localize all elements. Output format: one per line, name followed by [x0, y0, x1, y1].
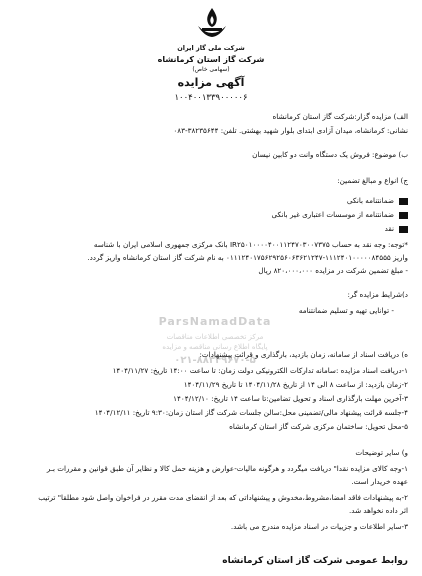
- notice-code: ۱۰۰۴۰۰۱۳۳۹۰۰۰۰۰۶: [174, 93, 248, 103]
- bidder-conditions-heading: د)شرایط مزایده گر:: [347, 290, 408, 299]
- watermark-line2: مرکز تخصصی اطلاعات مناقصات: [166, 333, 264, 341]
- cash-deposit-id-note: واریز ۱۱۱۲۴۰۱۰۰۰۰۰۸۴۵۵۵-۰۱۱۱۲۴۰۱۷۵۶۲۹۲۵۶۰۶۳۶۲۱۲۴۷ به نام شرکت گاز استان کرمانشاه واریز گردد.: [87, 253, 408, 262]
- address-line: نشانی: کرمانشاه، میدان آزادی ابتدای بلوار شهید بهشتی. تلفن: ۳۸۲۳۵۶۴۴-۰۸۳: [173, 126, 408, 135]
- note-2-line-b: اثر داده نخواهد شد.: [349, 506, 408, 515]
- schedule-item-3: ۳-آخرین مهلت بارگذاری اسناد و تحویل تضامین:تا ساعت ۱۴ تاریخ: ۱۴۰۴/۱۲/۱۰: [173, 394, 408, 403]
- watermark-brand: ParsNamadData: [158, 315, 272, 328]
- org-name-line2: شرکت گاز استان کرمانشاه: [157, 55, 265, 64]
- other-notes-heading: و) سایر توضیحات: [355, 448, 408, 457]
- guarantee-amount-note: - مبلغ تضمین شرکت در مزایده ۸۲۰،۰۰۰،۰۰۰ ریال: [258, 266, 408, 275]
- cash-account-note: *توجه: وجه نقد به حساب IR۲۵۰۱۰۰۰۰۴۰۰۱۱۲۴۷۰۳۰۰۷۳۷۵ بانک مرکزی جمهوری اسلامی ایران با شناسه: [93, 240, 408, 249]
- checkbox-filled-icon: [399, 198, 408, 205]
- watermark-phone: ۰۲۱-۸۸۳۴۹۶۷۰-۵: [174, 355, 256, 366]
- org-name-line3: (سهامی خاص): [192, 66, 230, 73]
- bidder-condition-item: - توانایی تهیه و تسلیم ضمانتنامه: [298, 306, 394, 315]
- schedule-item-4: ۴-جلسه قرائت پیشنهاد مالی/تضمینی محل:سالن جلسات شرکت گاز استان زمان:۹:۳۰ تاریخ: ۱۴۰۴/۱۲/۱۱: [94, 408, 408, 417]
- guarantee-heading: ج) انواع و مبالغ تضمین:: [337, 176, 408, 185]
- organizer-line: الف) مزایده گزار:شرکت گاز استان کرمانشاه: [272, 112, 408, 121]
- schedule-item-1: ۱-دریافت اسناد مزایده :سامانه تدارکات الکترونیکی دولت زمان: تا ساعت ۱۴:۰۰ تاریخ: ۱۴۰۴/۱۱/۲۷: [112, 366, 408, 375]
- notice-title: آگهی مزایده: [177, 76, 245, 89]
- subject-line: ب) موضوع: فروش یک دستگاه وانت دو کابین نیسان: [252, 150, 408, 159]
- guarantee-option-bank: ضمانتنامه بانکی: [108, 196, 408, 206]
- gas-company-logo-icon: [190, 6, 234, 42]
- checkbox-filled-icon: [399, 226, 408, 233]
- org-name-line1: شرکت ملی گاز ایران: [177, 44, 245, 52]
- public-relations-signature: روابط عمومی شرکت گاز استان کرمانشاه: [222, 556, 408, 566]
- note-1-line-a: ۱-وجه کالای مزایده نقدا" دریافت میگردد و هرگونه مالیات-عوارض و هزینه حمل کالا و نظایر آن طبق قوانین و مقررات بـر: [46, 464, 408, 473]
- note-3: ۳-سایر اطلاعات و جزییات در اسناد مزایده مندرج می باشد.: [230, 522, 408, 531]
- guarantee-option-cash: نقد: [108, 224, 408, 234]
- watermark-line3: پایگاه اطلاع رسانی مناقصه و مزایده: [162, 343, 268, 351]
- guarantee-option-credit-institution: ضمانتنامه از موسسات اعتباری غیر بانکی: [108, 210, 408, 220]
- schedule-heading: ه) دریافت اسناد از سامانه، زمان بازدید، بارگذاری و قرائت پیشنهادات:: [199, 350, 408, 359]
- checkbox-filled-icon: [399, 212, 408, 219]
- schedule-item-2: ۲-زمان بازدید: از ساعت ۸ الی ۱۴ از تاریخ ۱۴۰۴/۱۱/۲۸ تا تاریخ ۱۴۰۴/۱۱/۲۹: [183, 380, 408, 389]
- schedule-item-5: ۵-محل تحویل: ساختمان مرکزی شرکت گاز استان کرمانشاه: [229, 422, 408, 431]
- note-1-line-b: عهده خریدار است.: [351, 477, 408, 486]
- note-2-line-a: ۲-به پیشنهادات فاقد امضا،مشروط،مخدوش و پیشنهاداتی که بعد از انقضای مدت مقرر در فراخوان واصل شود مطلقا" ترتیب: [38, 493, 408, 502]
